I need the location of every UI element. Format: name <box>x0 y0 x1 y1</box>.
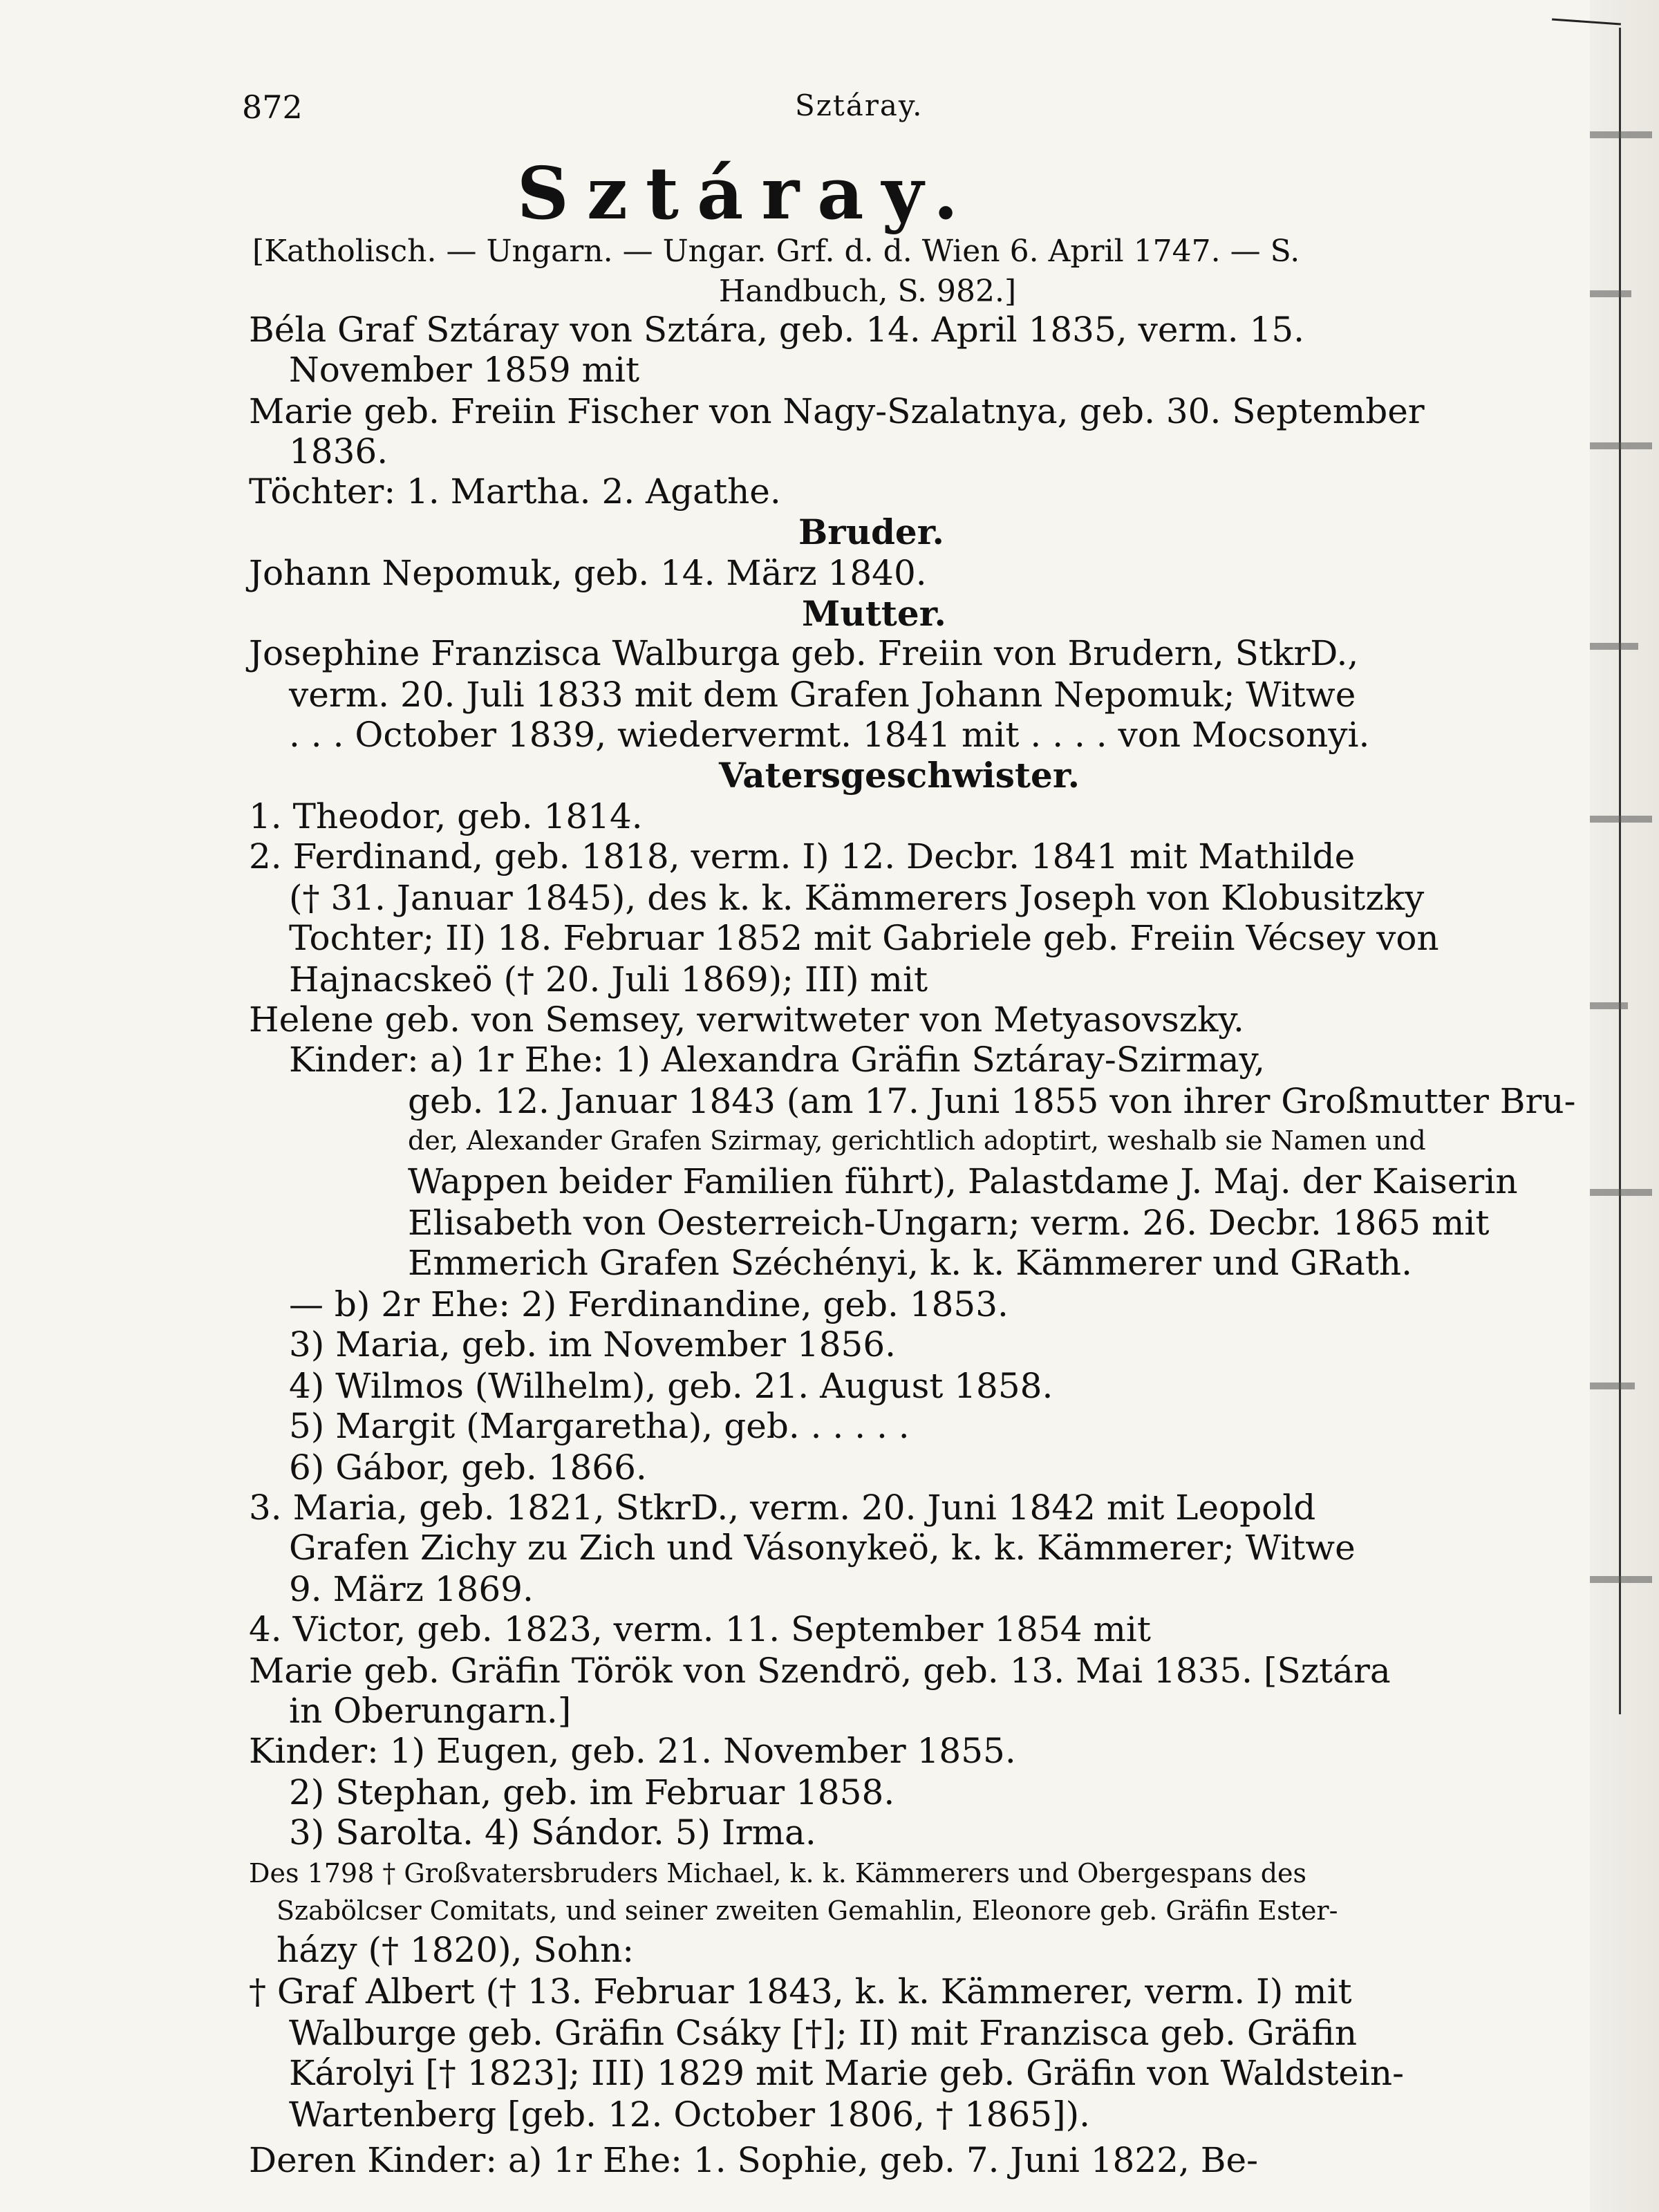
text-line: November 1859 mit <box>289 350 640 390</box>
text-line: Tochter; II) 18. Februar 1852 mit Gabriele geb. Freiin Vécsey von <box>289 918 1439 958</box>
text-line: 3) Maria, geb. im November 1856. <box>289 1324 897 1365</box>
text-line: († 31. Januar 1845), des k. k. Kämmerers Joseph von Klobusitzky <box>289 878 1425 918</box>
section-heading: Vatersgeschwister. <box>719 755 1080 796</box>
text-line: Béla Graf Sztáray von Sztára, geb. 14. April 1835, verm. 15. <box>249 310 1305 350</box>
text-line: . . . October 1839, wiedervermt. 1841 mit . . . . von Mocsonyi. <box>289 715 1370 755</box>
text-line: der, Alexander Grafen Szirmay, gerichtlich adoptirt, weshalb sie Namen und <box>408 1125 1426 1156</box>
text-line: Károlyi [† 1823]; III) 1829 mit Marie geb. Gräfin von Waldstein- <box>289 2053 1404 2093</box>
page-number: 872 <box>242 88 303 126</box>
text-line: Helene geb. von Semsey, verwitweter von Metyasovszky. <box>249 1000 1244 1040</box>
intro-line-1: [Katholisch. — Ungarn. — Ungar. Grf. d. d. Wien 6. April 1747. — S. <box>252 234 1300 269</box>
text-line: Marie geb. Gräfin Török von Szendrö, geb. 13. Mai 1835. [Sztára <box>249 1651 1391 1691</box>
text-line: Kinder: 1) Eugen, geb. 21. November 1855. <box>249 1731 1016 1771</box>
bleed-mark <box>1590 1002 1628 1009</box>
text-line: 1836. <box>289 431 388 471</box>
text-line: Hajnacskeö († 20. Juli 1869); III) mit <box>289 959 928 1000</box>
text-line: 1. Theodor, geb. 1814. <box>249 796 643 836</box>
text-line: Walburge geb. Gräfin Csáky [†]; II) mit Franzisca geb. Gräfin <box>289 2013 1358 2053</box>
binding-line <box>1619 28 1621 1714</box>
text-line: 4) Wilmos (Wilhelm), geb. 21. August 1858. <box>289 1366 1053 1406</box>
bleed-mark <box>1590 442 1652 449</box>
text-line: Grafen Zichy zu Zich und Vásonykeö, k. k. Kämmerer; Witwe <box>289 1528 1356 1568</box>
section-heading: Mutter. <box>802 593 946 634</box>
text-line: Szabölcser Comitats, und seiner zweiten Gemahlin, Eleonore geb. Gräfin Ester- <box>276 1895 1338 1926</box>
text-line: házy († 1820), Sohn: <box>276 1930 635 1970</box>
section-heading: Bruder. <box>798 512 944 552</box>
text-line: Johann Nepomuk, geb. 14. März 1840. <box>249 553 927 593</box>
bleed-mark <box>1590 131 1652 138</box>
text-line: Wartenberg [geb. 12. October 1806, † 1865]). <box>289 2094 1091 2135</box>
text-line: 3. Maria, geb. 1821, StkrD., verm. 20. Juni 1842 mit Leopold <box>249 1488 1316 1528</box>
text-line: Emmerich Grafen Széchényi, k. k. Kämmerer und GRath. <box>408 1243 1413 1283</box>
bleed-mark <box>1590 816 1652 823</box>
page-edge-shadow <box>1590 0 1659 2212</box>
bleed-mark <box>1590 643 1638 650</box>
text-line: 6) Gábor, geb. 1866. <box>289 1447 647 1488</box>
text-line: 2. Ferdinand, geb. 1818, verm. I) 12. Decbr. 1841 mit Mathilde <box>249 836 1356 877</box>
bleed-mark <box>1590 1382 1635 1389</box>
text-line: Elisabeth von Oesterreich-Ungarn; verm. 26. Decbr. 1865 mit <box>408 1203 1490 1243</box>
running-title: Sztáray. <box>795 88 924 122</box>
text-line: in Oberungarn.] <box>289 1691 572 1731</box>
text-line: Marie geb. Freiin Fischer von Nagy-Szalatnya, geb. 30. September <box>249 391 1425 431</box>
text-line: Des 1798 † Großvatersbruders Michael, k. k. Kämmerers und Obergespans des <box>249 1858 1307 1888</box>
bleed-mark <box>1590 290 1631 297</box>
text-line: Töchter: 1. Martha. 2. Agathe. <box>249 471 781 512</box>
text-line: 9. März 1869. <box>289 1569 534 1609</box>
text-line: † Graf Albert († 13. Februar 1843, k. k. Kämmerer, verm. I) mit <box>249 1971 1352 2012</box>
text-line: 2) Stephan, geb. im Februar 1858. <box>289 1772 895 1812</box>
intro-line-2: Handbuch, S. 982.] <box>718 274 1017 309</box>
intro-note <box>252 232 1483 312</box>
text-line: geb. 12. Januar 1843 (am 17. Juni 1855 von ihrer Großmutter Bru- <box>408 1081 1576 1121</box>
text-line: 5) Margit (Margaretha), geb. . . . . . <box>289 1406 910 1446</box>
bleed-mark <box>1590 1189 1652 1196</box>
text-line: Kinder: a) 1r Ehe: 1) Alexandra Gräfin Sztáray-Szirmay, <box>289 1040 1266 1080</box>
bleed-mark <box>1590 1576 1652 1583</box>
text-line: — b) 2r Ehe: 2) Ferdinandine, geb. 1853. <box>289 1284 1009 1324</box>
page-title: Sztáray. <box>516 151 977 236</box>
text-line: Wappen beider Familien führt), Palastdame J. Maj. der Kaiserin <box>408 1161 1518 1201</box>
text-line: 4. Victor, geb. 1823, verm. 11. September 1854 mit <box>249 1609 1151 1649</box>
text-line: Josephine Franzisca Walburga geb. Freiin von Brudern, StkrD., <box>249 633 1359 673</box>
text-line: Deren Kinder: a) 1r Ehe: 1. Sophie, geb. 7. Juni 1822, Be- <box>249 2140 1259 2180</box>
text-line: 3) Sarolta. 4) Sándor. 5) Irma. <box>289 1812 816 1853</box>
text-line: verm. 20. Juli 1833 mit dem Grafen Johann Nepomuk; Witwe <box>289 675 1356 715</box>
